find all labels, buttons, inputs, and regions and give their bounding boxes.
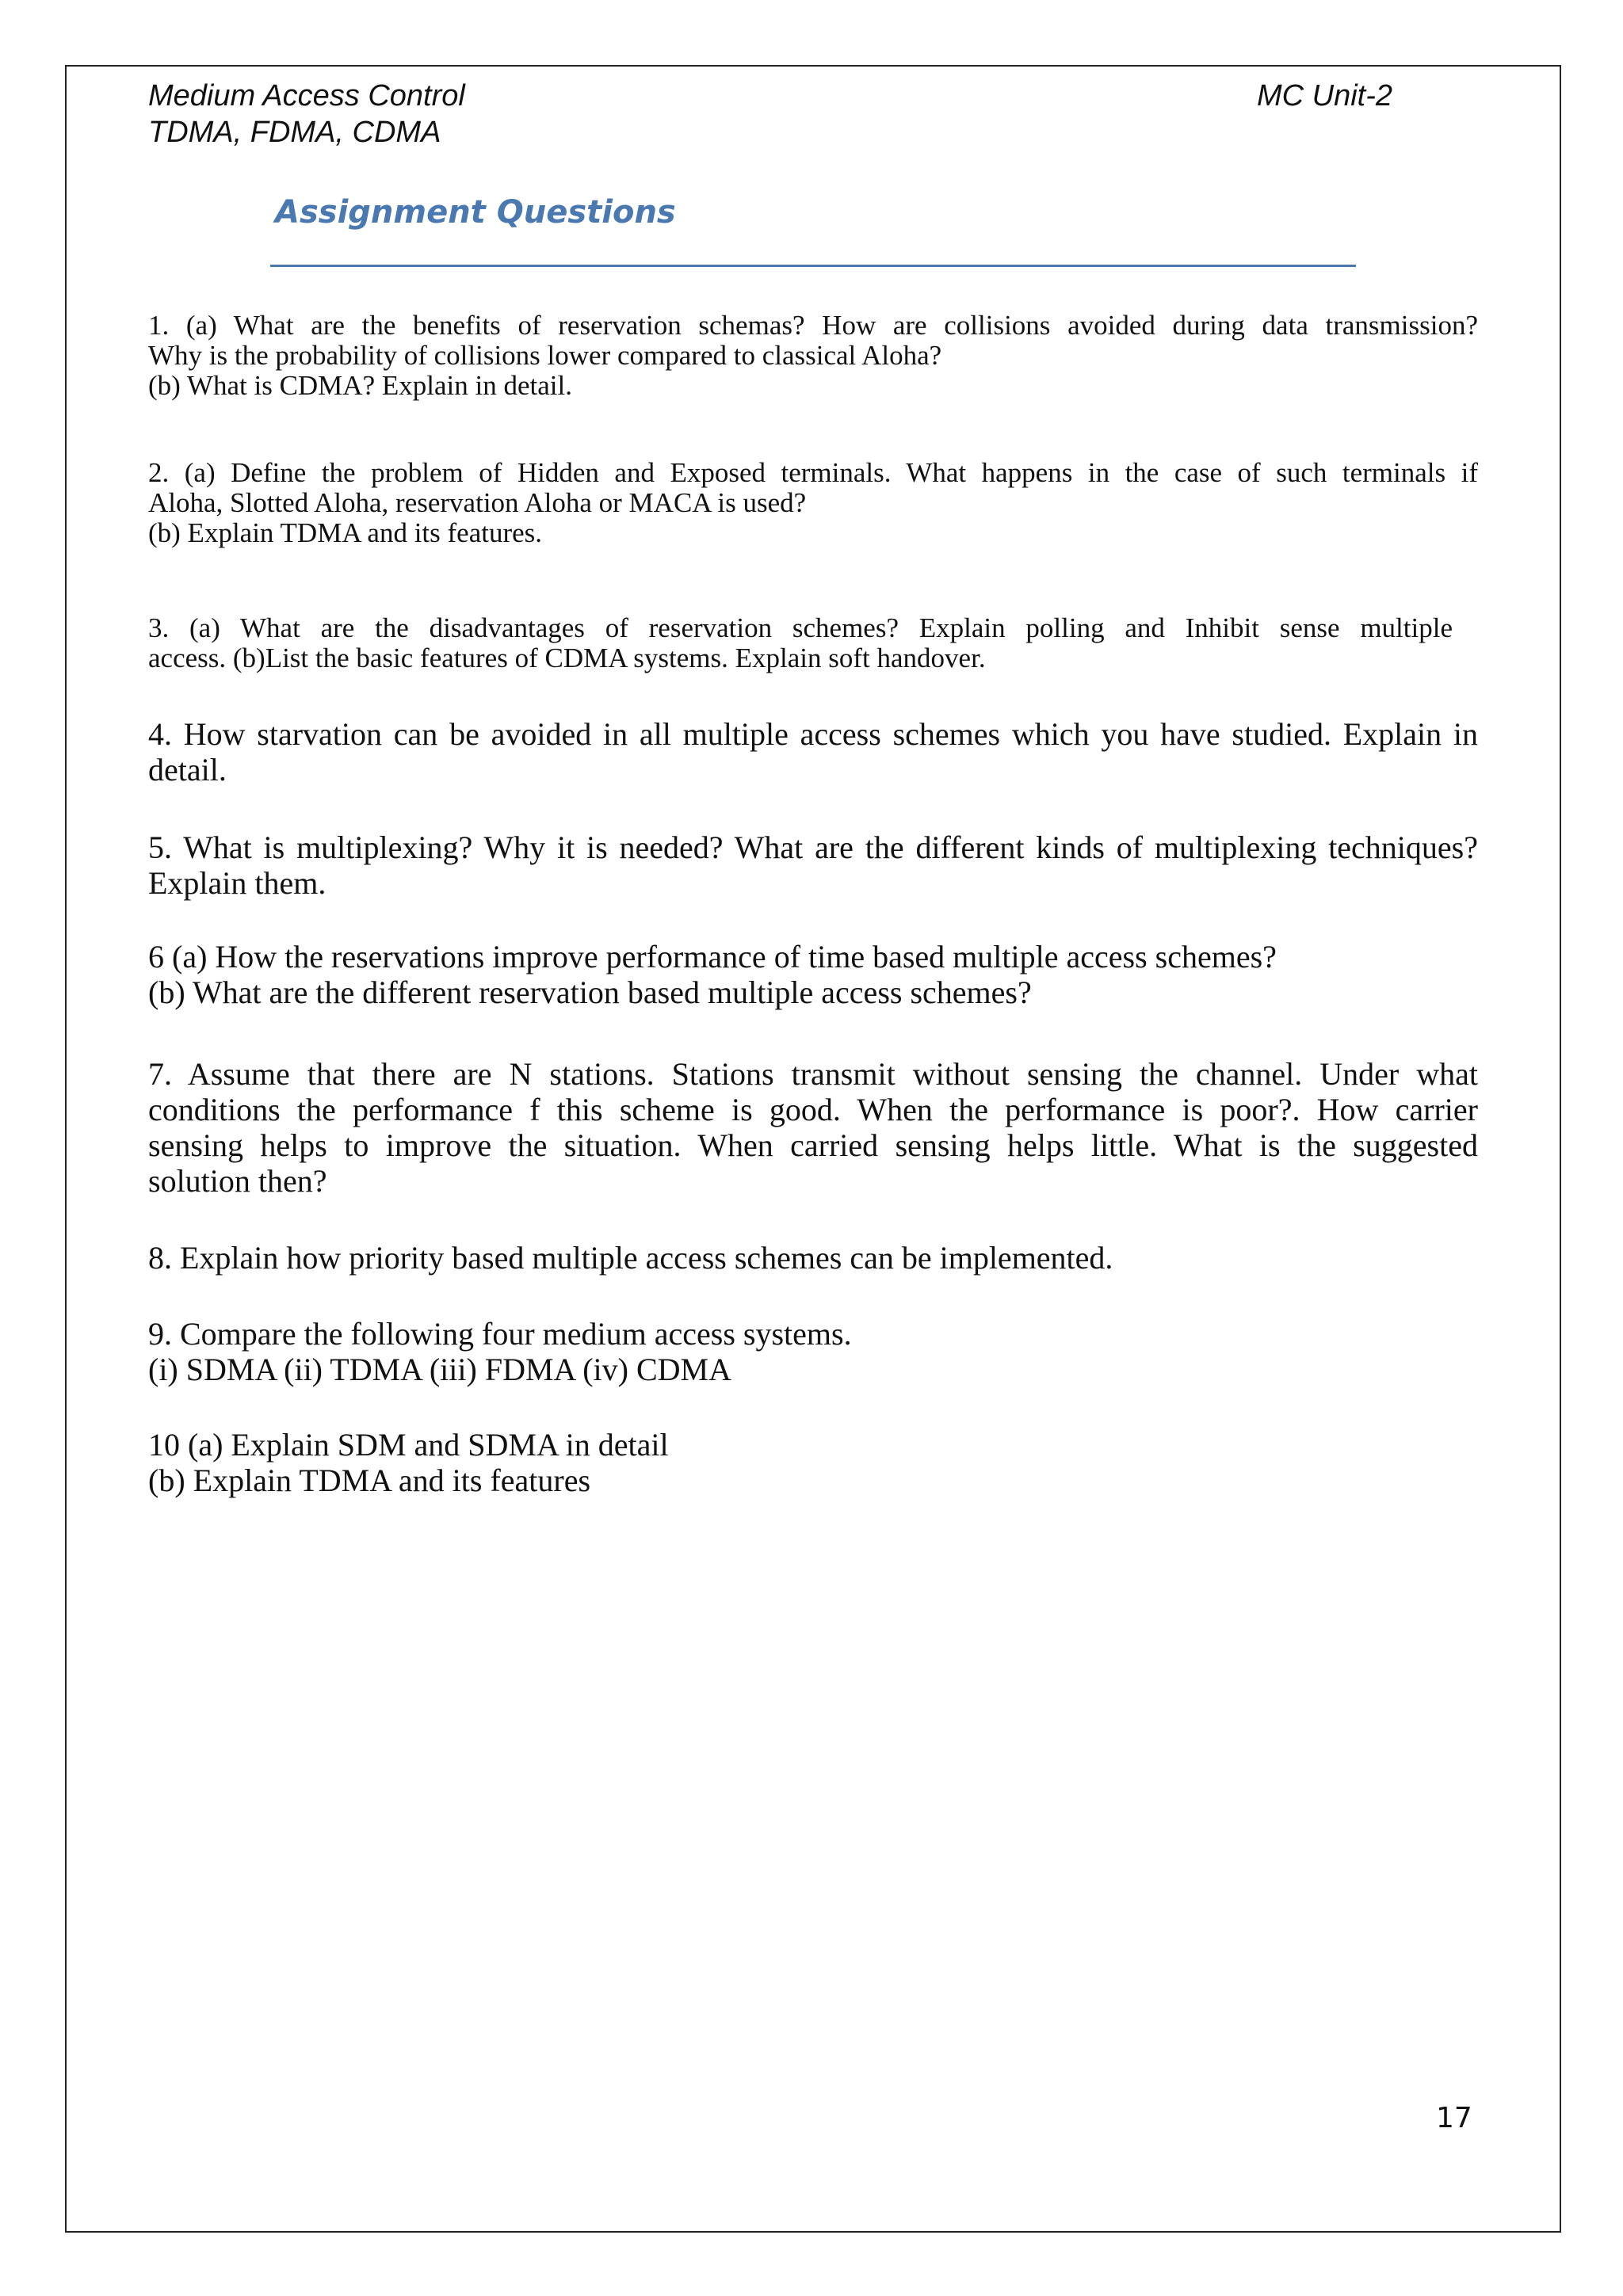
question-2-line-1: 2. (a) Define the problem of Hidden and Exposed terminals. What happens in the case of such terminals if — [148, 457, 1478, 488]
question-4 — [148, 716, 1478, 788]
question-6-line-1: 6 (a) How the reservations improve performance of time based multiple access schemes? — [148, 939, 1277, 974]
header-left — [148, 78, 465, 151]
question-8 — [148, 1240, 1478, 1276]
question-1-line-3: (b) What is CDMA? Explain in detail. — [148, 370, 572, 401]
question-1-line-2: Why is the probability of collisions lower compared to classical Aloha? — [148, 340, 942, 371]
question-3-line-1: 3. (a) What are the disadvantages of reservation schemes? Explain polling and Inhibit sense multiple — [148, 612, 1453, 643]
question-4-line-1: 4. How starvation can be avoided in all multiple access schemes which you have studied. Explain in — [148, 716, 1478, 752]
question-6-line-2: (b) What are the different reservation based multiple access schemes? — [148, 974, 1032, 1010]
question-2 — [148, 458, 1478, 548]
question-7-line-3: sensing helps to improve the situation. When carried sensing helps little. What is the suggested — [148, 1127, 1478, 1163]
question-6 — [148, 939, 1478, 1010]
question-7-line-1: 7. Assume that there are N stations. Stations transmit without sensing the channel. Under what — [148, 1056, 1478, 1092]
question-10 — [148, 1427, 1478, 1498]
question-9-line-2: (i) SDMA (ii) TDMA (iii) FDMA (iv) CDMA — [148, 1352, 731, 1387]
question-7-line-4: solution then? — [148, 1163, 327, 1199]
question-1-line-1: 1. (a) What are the benefits of reservation schemas? How are collisions avoided during data transmission? — [148, 310, 1478, 341]
question-5-line-2: Explain them. — [148, 865, 327, 901]
section-title: Assignment Questions — [275, 194, 676, 231]
question-3-line-2: access. (b)List the basic features of CDMA systems. Explain soft handover. — [148, 643, 986, 673]
page-number: 17 — [1436, 2102, 1472, 2134]
header-course-title: Medium Access Control — [148, 79, 465, 113]
question-10-line-2: (b) Explain TDMA and its features — [148, 1463, 591, 1498]
title-underline — [270, 265, 1356, 267]
question-2-line-2: Aloha, Slotted Aloha, reservation Aloha or MACA is used? — [148, 487, 807, 518]
question-9-line-1: 9. Compare the following four medium access systems. — [148, 1316, 852, 1352]
question-3 — [148, 613, 1453, 673]
question-5-line-1: 5. What is multiplexing? Why it is needed? What are the different kinds of multiplexing techniques? — [148, 830, 1478, 865]
question-8-line-1: 8. Explain how priority based multiple access schemes can be implemented. — [148, 1240, 1113, 1276]
question-7 — [148, 1056, 1478, 1199]
question-2-line-3: (b) Explain TDMA and its features. — [148, 517, 543, 548]
question-5 — [148, 830, 1478, 901]
question-10-line-1: 10 (a) Explain SDM and SDMA in detail — [148, 1427, 669, 1463]
question-4-line-2: detail. — [148, 752, 227, 788]
question-1 — [148, 311, 1478, 401]
question-7-line-2: conditions the performance f this scheme is good. When the performance is poor?. How carrier — [148, 1092, 1478, 1127]
header-topics: TDMA, FDMA, CDMA — [148, 116, 441, 149]
header-unit-label: MC Unit-2 — [1257, 79, 1393, 113]
question-9 — [148, 1316, 1478, 1387]
